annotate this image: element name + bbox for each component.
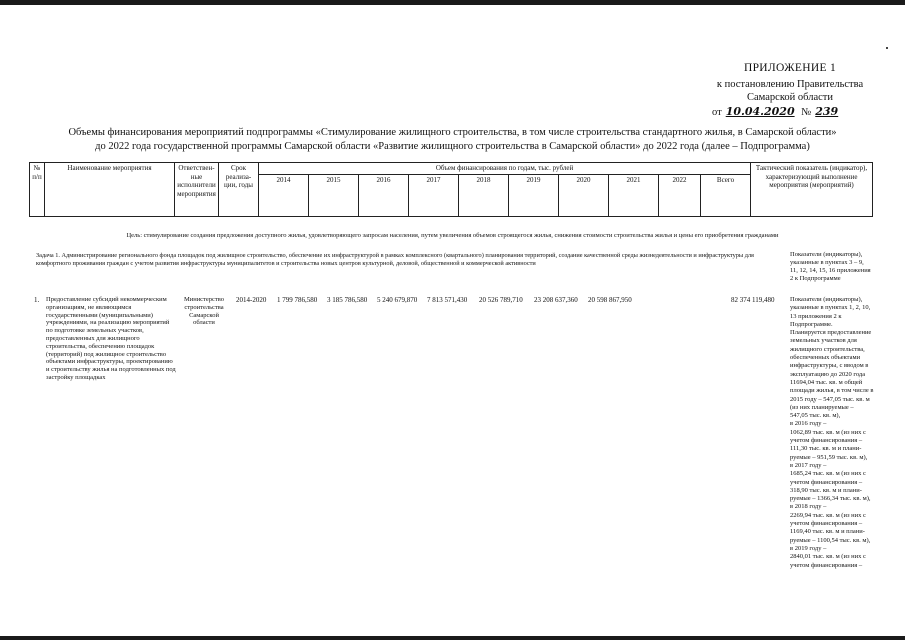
task-indicator: Показатели (индикаторы), указанные в пунктах 3 – 9, 11, 12, 14, 15, 16 приложения 2 к Подпрограмме — [790, 251, 871, 282]
row1-indicator-line: инфраструктуры, с вводом в — [790, 362, 869, 370]
row1-indicator-line: (из них планируемые – — [790, 403, 854, 411]
handwritten-date: 10.04.2020 — [725, 105, 795, 118]
row1-indicator-line: Показатели (индикаторы), — [790, 296, 863, 303]
appendix-line-1: к постановлению Правительства — [716, 79, 864, 90]
row1-period: 2014-2020 — [236, 296, 267, 304]
header-executor: Ответствен-ные исполнители мероприятия — [175, 163, 219, 217]
header-period: Срок реализа-ции, годы — [219, 163, 259, 217]
row1-indicator — [790, 296, 876, 570]
year-2016: 2016 — [359, 174, 409, 216]
row1-name: Предоставление субсидий некоммерческим организациям, не являющимся государственными (муниципальными) учреждениями, на реализацию мероприятий по подготовке земельных участков, предоставленных для жилищного строительства, обеспечению площадок (территорий) под жилищное строительство объектами инфраструктуры, проектированию и строительству жилья на подготовленных под застройку площадках — [46, 296, 176, 381]
row1-value-2016: 5 240 679,870 — [377, 296, 418, 304]
scan-dot — [886, 47, 888, 49]
year-2020: 2020 — [559, 174, 609, 216]
row1-indicator-line: жилищного строительства, — [790, 345, 865, 353]
appendix-title: ПРИЛОЖЕНИЕ 1 — [743, 62, 836, 74]
row1-indicator-line: эксплуатацию до 2020 года — [790, 370, 866, 378]
header-funding: Объем финансирования по годам, тыс. рублей — [259, 163, 751, 175]
row1-indicator-line: в 2018 году – — [790, 503, 827, 511]
row1-number: 1. — [34, 296, 40, 304]
appendix-line-2: Самарской области — [747, 92, 833, 103]
row1-indicator-line: руемые – 951,59 тыс. кв. м), — [790, 453, 868, 461]
row1-value-2020: 20 598 867,950 — [588, 296, 632, 304]
year-2017: 2017 — [409, 174, 459, 216]
top-border — [0, 0, 905, 5]
row1-indicator-line: учетом финансирования – — [790, 437, 863, 445]
row1-indicator-line: 1685,24 тыс. кв. м (из них с — [790, 470, 866, 478]
row1-indicator-line: 11694,04 тыс. кв. м общей — [790, 378, 863, 386]
year-2018: 2018 — [459, 174, 509, 216]
row1-indicator-line: указанные в пунктах 1, 2, 10, — [790, 304, 871, 312]
row1-indicator-line: 318,90 тыс. кв. м и плани- — [790, 486, 862, 494]
row1-indicator-line: в 2016 году – — [790, 420, 827, 428]
row1-indicator-line: 547,05 тыс. кв. м), — [790, 412, 841, 420]
appendix-header — [690, 62, 890, 119]
row1-indicator-line: Подпрограмме. — [790, 320, 833, 328]
row1-indicator-line: обеспеченных объектами — [790, 354, 861, 362]
year-total: Всего — [701, 174, 751, 216]
row1-indicator-line: 111,30 тыс. кв. м и плани- — [790, 445, 862, 453]
row1-indicator-line: в 2017 году – — [790, 461, 827, 469]
date-prefix: от — [712, 107, 722, 118]
number-prefix: № — [801, 107, 812, 118]
row1-indicator-line: 2015 году – 547,05 тыс. кв. м — [790, 395, 870, 403]
row1-indicator-line: 2840,01 тыс. кв. м (из них с — [790, 553, 866, 561]
row1-value-2018: 20 526 789,710 — [479, 296, 523, 304]
header-indicator: Тактический показатель (индикатор), характеризующий выполнение мероприятия (мероприятий) — [751, 163, 873, 217]
goal-text: Цель: стимулирование создания предложения доступного жилья, удовлетворяющего запросам населения, путем увеличения объемов строящегося жилья, снижения стоимости строительства жилья и цены его приобретения гражданами — [126, 232, 779, 239]
funding-table-header — [29, 162, 873, 217]
row1-indicator-line: учетом финансирования – — [790, 520, 863, 528]
row1-executor: Министерство строительства Самарской области — [183, 296, 225, 327]
document-title — [30, 126, 875, 154]
year-2015: 2015 — [309, 174, 359, 216]
task-text: Задача 1. Администрирование регионального фонда площадок под жилищное строительство, обеспечение их инфраструктурой в рамках комплексного (квартального) планирования территорий, создание качественной среды жизнедеятельности и инфраструктуры для комфортного проживания граждан с учетом развития инфраструктуры муниципалитетов и строительства новых центров культурной, деловой, общественной и коммерческой активности — [36, 252, 754, 267]
year-2014: 2014 — [259, 174, 309, 216]
row1-total: 82 374 119,480 — [731, 296, 775, 304]
year-2022: 2022 — [659, 174, 701, 216]
row1-indicator-line: 2269,94 тыс. кв. м (из них с — [790, 511, 866, 519]
bottom-border — [0, 636, 905, 640]
title-line-2: до 2022 года государственной программы Самарской области «Развитие жилищного строительства в Самарской области» до 2022 года (далее – Подпрограмма) — [95, 141, 810, 152]
title-line-1: Объемы финансирования мероприятий подпрограммы «Стимулирование жилищного строительства, в том числе строительства стандартного жилья, в Самарской области» — [68, 127, 837, 138]
row1-indicator-line: Планируется предоставление — [790, 329, 872, 337]
row1-indicator-line: земельных участков для — [790, 337, 857, 345]
row1-value-2014: 1 799 786,580 — [277, 296, 318, 304]
row1-indicator-line: в 2019 году – — [790, 544, 827, 552]
row1-indicator-line: руемые – 1366,34 тыс. кв. м), — [790, 495, 871, 503]
handwritten-number: 239 — [815, 105, 839, 118]
row1-indicator-line: 1169,40 тыс. кв. м и плани- — [790, 528, 865, 536]
row1-value-2015: 3 185 786,580 — [327, 296, 368, 304]
row1-indicator-line: площади жилья, в том числе в — [790, 387, 874, 395]
header-name: Наименование мероприятия — [45, 163, 175, 217]
row1-indicator-line: 13 приложения 2 к — [790, 312, 842, 320]
row1-value-2019: 23 208 637,360 — [534, 296, 578, 304]
row1-value-2017: 7 813 571,430 — [427, 296, 468, 304]
row1-indicator-line: 1062,89 тыс. кв. м (из них с — [790, 428, 866, 436]
header-num: № п/п — [30, 163, 45, 217]
year-2021: 2021 — [609, 174, 659, 216]
row1-indicator-line: руемые – 1100,54 тыс. кв. м), — [790, 536, 871, 544]
row1-indicator-line: учетом финансирования – — [790, 561, 863, 569]
row1-indicator-line: учетом финансирования – — [790, 478, 863, 486]
year-2019: 2019 — [509, 174, 559, 216]
appendix-dateline — [690, 105, 890, 119]
